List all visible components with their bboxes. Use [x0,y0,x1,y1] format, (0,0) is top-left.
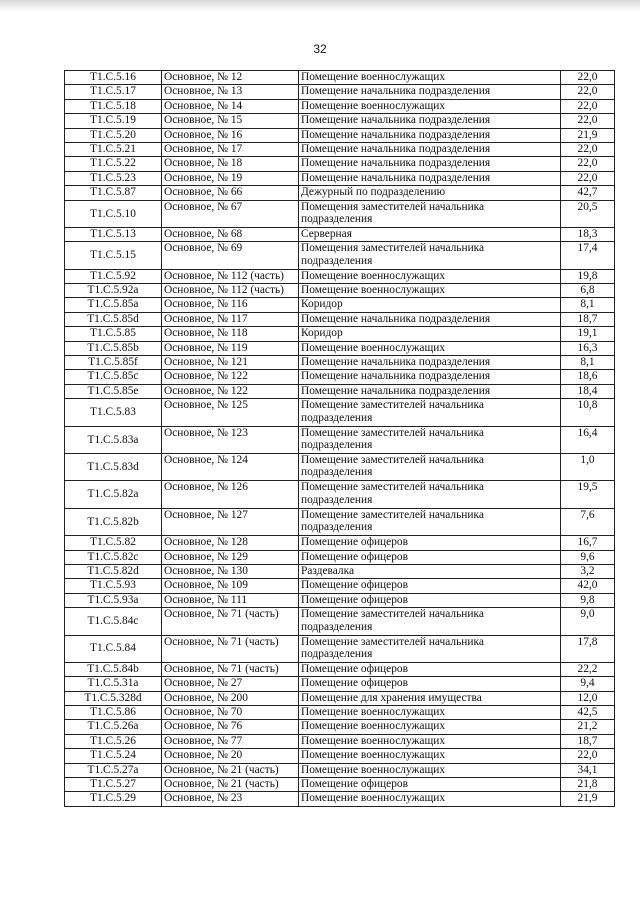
table-row [65,384,615,398]
room-code-cell: T1.C.5.85b [65,341,162,355]
room-type-cell: Основное, № 67 [162,200,299,227]
table-row [65,749,615,763]
room-area-cell: 21,9 [561,128,615,142]
room-type-cell: Основное, № 129 [162,550,299,564]
room-code-cell: T1.C.5.24 [65,749,162,763]
room-type-cell: Основное, № 118 [162,327,299,341]
room-type-cell: Основное, № 21 (часть) [162,778,299,792]
room-area-cell: 9,0 [561,608,615,635]
table-row [65,85,615,99]
room-area-cell: 9,6 [561,550,615,564]
table-row [65,734,615,748]
room-type-cell: Основное, № 126 [162,481,299,508]
room-name-cell: Коридор [299,327,561,341]
room-code-cell: T1.C.5.84c [65,608,162,635]
room-area-cell: 6,8 [561,284,615,298]
room-area-cell: 22,0 [561,749,615,763]
room-type-cell: Основное, № 15 [162,114,299,128]
table-row [65,564,615,578]
room-name-cell: Помещение заместителей начальника подразделения [299,608,561,635]
room-area-cell: 42,0 [561,579,615,593]
room-area-cell: 22,0 [561,71,615,85]
room-name-cell: Раздевалка [299,564,561,578]
room-type-cell: Основное, № 76 [162,720,299,734]
room-type-cell: Основное, № 27 [162,677,299,691]
room-area-cell: 22,2 [561,662,615,676]
room-type-cell: Основное, № 71 (часть) [162,662,299,676]
room-name-cell: Помещение офицеров [299,536,561,550]
room-code-cell: T1.C.5.86 [65,706,162,720]
room-name-cell: Помещение офицеров [299,677,561,691]
room-code-cell: T1.C.5.85f [65,356,162,370]
table-row [65,677,615,691]
room-name-cell: Помещение начальника подразделения [299,114,561,128]
room-name-cell: Помещение военнослужащих [299,734,561,748]
room-code-cell: T1.C.5.17 [65,85,162,99]
room-name-cell: Помещение начальника подразделения [299,384,561,398]
room-area-cell: 1,0 [561,453,615,480]
room-type-cell: Основное, № 68 [162,227,299,241]
room-name-cell: Помещение начальника подразделения [299,85,561,99]
room-code-cell: T1.C.5.26 [65,734,162,748]
table-row [65,608,615,635]
room-name-cell: Дежурный по подразделению [299,186,561,200]
room-area-cell: 8,1 [561,356,615,370]
table-row [65,370,615,384]
room-code-cell: T1.C.5.23 [65,171,162,185]
room-area-cell: 21,2 [561,720,615,734]
room-name-cell: Помещение военнослужащих [299,71,561,85]
room-type-cell: Основное, № 71 (часть) [162,635,299,662]
room-area-cell: 22,0 [561,142,615,156]
room-area-cell: 7,6 [561,508,615,535]
room-type-cell: Основное, № 112 (часть) [162,284,299,298]
table-row [65,157,615,171]
scan-top-edge [0,0,640,12]
room-name-cell: Серверная [299,227,561,241]
room-code-cell: T1.C.5.93a [65,593,162,607]
room-code-cell: T1.C.5.328d [65,691,162,705]
room-area-cell: 9,4 [561,677,615,691]
room-code-cell: T1.C.5.18 [65,99,162,113]
room-area-cell: 22,0 [561,85,615,99]
room-type-cell: Основное, № 71 (часть) [162,608,299,635]
room-name-cell: Помещение заместителей начальника подразделения [299,635,561,662]
room-name-cell: Помещение военнослужащих [299,792,561,806]
room-area-cell: 21,9 [561,792,615,806]
room-name-cell: Помещения заместителей начальника подразделения [299,200,561,227]
table-row [65,114,615,128]
room-area-cell: 19,5 [561,481,615,508]
room-type-cell: Основное, № 119 [162,341,299,355]
room-type-cell: Основное, № 127 [162,508,299,535]
room-area-cell: 17,8 [561,635,615,662]
room-name-cell: Помещение военнослужащих [299,720,561,734]
table-row [65,720,615,734]
room-type-cell: Основное, № 111 [162,593,299,607]
room-code-cell: T1.C.5.19 [65,114,162,128]
room-name-cell: Помещение офицеров [299,593,561,607]
table-row [65,481,615,508]
room-name-cell: Помещение заместителей начальника подразделения [299,508,561,535]
table-row [65,171,615,185]
room-type-cell: Основное, № 20 [162,749,299,763]
room-area-cell: 10,8 [561,399,615,426]
room-area-cell: 3,2 [561,564,615,578]
table-row [65,71,615,85]
room-type-cell: Основное, № 77 [162,734,299,748]
room-type-cell: Основное, № 200 [162,691,299,705]
table-row [65,453,615,480]
room-name-cell: Помещения заместителей начальника подразделения [299,242,561,269]
room-area-cell: 22,0 [561,114,615,128]
room-type-cell: Основное, № 109 [162,579,299,593]
room-name-cell: Помещение военнослужащих [299,763,561,777]
room-type-cell: Основное, № 130 [162,564,299,578]
table-row [65,298,615,312]
room-name-cell: Помещение офицеров [299,778,561,792]
room-name-cell: Помещение военнослужащих [299,341,561,355]
room-code-cell: T1.C.5.21 [65,142,162,156]
room-area-cell: 34,1 [561,763,615,777]
room-type-cell: Основное, № 125 [162,399,299,426]
room-area-cell: 20,5 [561,200,615,227]
room-type-cell: Основное, № 13 [162,85,299,99]
room-type-cell: Основное, № 14 [162,99,299,113]
room-name-cell: Помещение заместителей начальника подразделения [299,481,561,508]
room-code-cell: T1.C.5.20 [65,128,162,142]
room-code-cell: T1.C.5.82b [65,508,162,535]
room-code-cell: T1.C.5.85 [65,327,162,341]
table-row [65,536,615,550]
table-row [65,327,615,341]
room-name-cell: Помещение начальника подразделения [299,128,561,142]
room-name-cell: Помещение начальника подразделения [299,142,561,156]
room-code-cell: T1.C.5.85a [65,298,162,312]
table-row [65,691,615,705]
room-area-cell: 42,7 [561,186,615,200]
room-type-cell: Основное, № 122 [162,370,299,384]
room-name-cell: Помещение офицеров [299,550,561,564]
table-row [65,662,615,676]
room-type-cell: Основное, № 21 (часть) [162,763,299,777]
table-row [65,227,615,241]
room-type-cell: Основное, № 117 [162,312,299,326]
room-name-cell: Помещение начальника подразделения [299,312,561,326]
table-row [65,142,615,156]
room-area-cell: 18,7 [561,734,615,748]
room-code-cell: T1.C.5.13 [65,227,162,241]
table-row [65,706,615,720]
room-code-cell: T1.C.5.84b [65,662,162,676]
room-code-cell: T1.C.5.85c [65,370,162,384]
room-name-cell: Помещение начальника подразделения [299,157,561,171]
room-type-cell: Основное, № 16 [162,128,299,142]
table-row [65,186,615,200]
room-code-cell: T1.C.5.83 [65,399,162,426]
table-row [65,593,615,607]
room-code-cell: T1.C.5.27a [65,763,162,777]
room-code-cell: T1.C.5.16 [65,71,162,85]
room-code-cell: T1.C.5.82 [65,536,162,550]
room-area-cell: 16,3 [561,341,615,355]
table-row [65,200,615,227]
table-row [65,763,615,777]
table-row [65,356,615,370]
room-code-cell: T1.C.5.10 [65,200,162,227]
room-type-cell: Основное, № 70 [162,706,299,720]
room-code-cell: T1.C.5.26a [65,720,162,734]
room-code-cell: T1.C.5.83d [65,453,162,480]
table-row [65,99,615,113]
room-type-cell: Основное, № 23 [162,792,299,806]
room-name-cell: Помещение военнослужащих [299,706,561,720]
table-row [65,635,615,662]
room-code-cell: T1.C.5.93 [65,579,162,593]
room-area-cell: 18,4 [561,384,615,398]
room-code-cell: T1.C.5.27 [65,778,162,792]
room-type-cell: Основное, № 19 [162,171,299,185]
table-row [65,242,615,269]
room-area-cell: 21,8 [561,778,615,792]
table-row [65,508,615,535]
table-row [65,312,615,326]
room-name-cell: Помещение офицеров [299,579,561,593]
room-area-cell: 42,5 [561,706,615,720]
room-area-cell: 16,7 [561,536,615,550]
room-name-cell: Помещение военнослужащих [299,269,561,283]
room-name-cell: Коридор [299,298,561,312]
room-name-cell: Помещение начальника подразделения [299,171,561,185]
room-name-cell: Помещение для хранения имущества [299,691,561,705]
table-row [65,269,615,283]
room-area-cell: 18,3 [561,227,615,241]
room-type-cell: Основное, № 69 [162,242,299,269]
room-type-cell: Основное, № 112 (часть) [162,269,299,283]
room-type-cell: Основное, № 12 [162,71,299,85]
room-name-cell: Помещение военнослужащих [299,749,561,763]
room-type-cell: Основное, № 128 [162,536,299,550]
room-type-cell: Основное, № 124 [162,453,299,480]
room-code-cell: T1.C.5.92a [65,284,162,298]
table-row [65,792,615,806]
page-number: 32 [313,42,327,56]
room-code-cell: T1.C.5.85d [65,312,162,326]
room-code-cell: T1.C.5.85e [65,384,162,398]
room-area-cell: 18,7 [561,312,615,326]
room-code-cell: T1.C.5.83a [65,426,162,453]
room-area-cell: 22,0 [561,171,615,185]
room-area-cell: 8,1 [561,298,615,312]
room-type-cell: Основное, № 18 [162,157,299,171]
room-name-cell: Помещение заместителей начальника подразделения [299,426,561,453]
table-row [65,399,615,426]
room-type-cell: Основное, № 66 [162,186,299,200]
room-code-cell: T1.C.5.82c [65,550,162,564]
room-type-cell: Основное, № 116 [162,298,299,312]
room-code-cell: T1.C.5.84 [65,635,162,662]
room-code-cell: T1.C.5.82a [65,481,162,508]
room-area-cell: 9,8 [561,593,615,607]
room-area-cell: 17,4 [561,242,615,269]
room-code-cell: T1.C.5.31a [65,677,162,691]
table-row [65,341,615,355]
room-name-cell: Помещение офицеров [299,662,561,676]
room-area-cell: 16,4 [561,426,615,453]
table-row [65,550,615,564]
table-row [65,284,615,298]
table-row [65,579,615,593]
room-code-cell: T1.C.5.87 [65,186,162,200]
room-name-cell: Помещение военнослужащих [299,99,561,113]
room-name-cell: Помещение заместителей начальника подразделения [299,453,561,480]
table-row [65,128,615,142]
room-type-cell: Основное, № 123 [162,426,299,453]
room-area-cell: 22,0 [561,157,615,171]
room-code-cell: T1.C.5.82d [65,564,162,578]
room-code-cell: T1.C.5.29 [65,792,162,806]
room-type-cell: Основное, № 121 [162,356,299,370]
room-area-cell: 19,8 [561,269,615,283]
rooms-table [64,70,615,807]
room-type-cell: Основное, № 17 [162,142,299,156]
room-area-cell: 18,6 [561,370,615,384]
rooms-table-body [65,71,615,807]
room-type-cell: Основное, № 122 [162,384,299,398]
room-code-cell: T1.C.5.92 [65,269,162,283]
room-name-cell: Помещение начальника подразделения [299,356,561,370]
table-row [65,778,615,792]
room-code-cell: T1.C.5.22 [65,157,162,171]
room-area-cell: 12,0 [561,691,615,705]
room-name-cell: Помещение начальника подразделения [299,370,561,384]
room-area-cell: 22,0 [561,99,615,113]
table-row [65,426,615,453]
room-name-cell: Помещение заместителей начальника подразделения [299,399,561,426]
room-area-cell: 19,1 [561,327,615,341]
room-name-cell: Помещение военнослужащих [299,284,561,298]
room-code-cell: T1.C.5.15 [65,242,162,269]
